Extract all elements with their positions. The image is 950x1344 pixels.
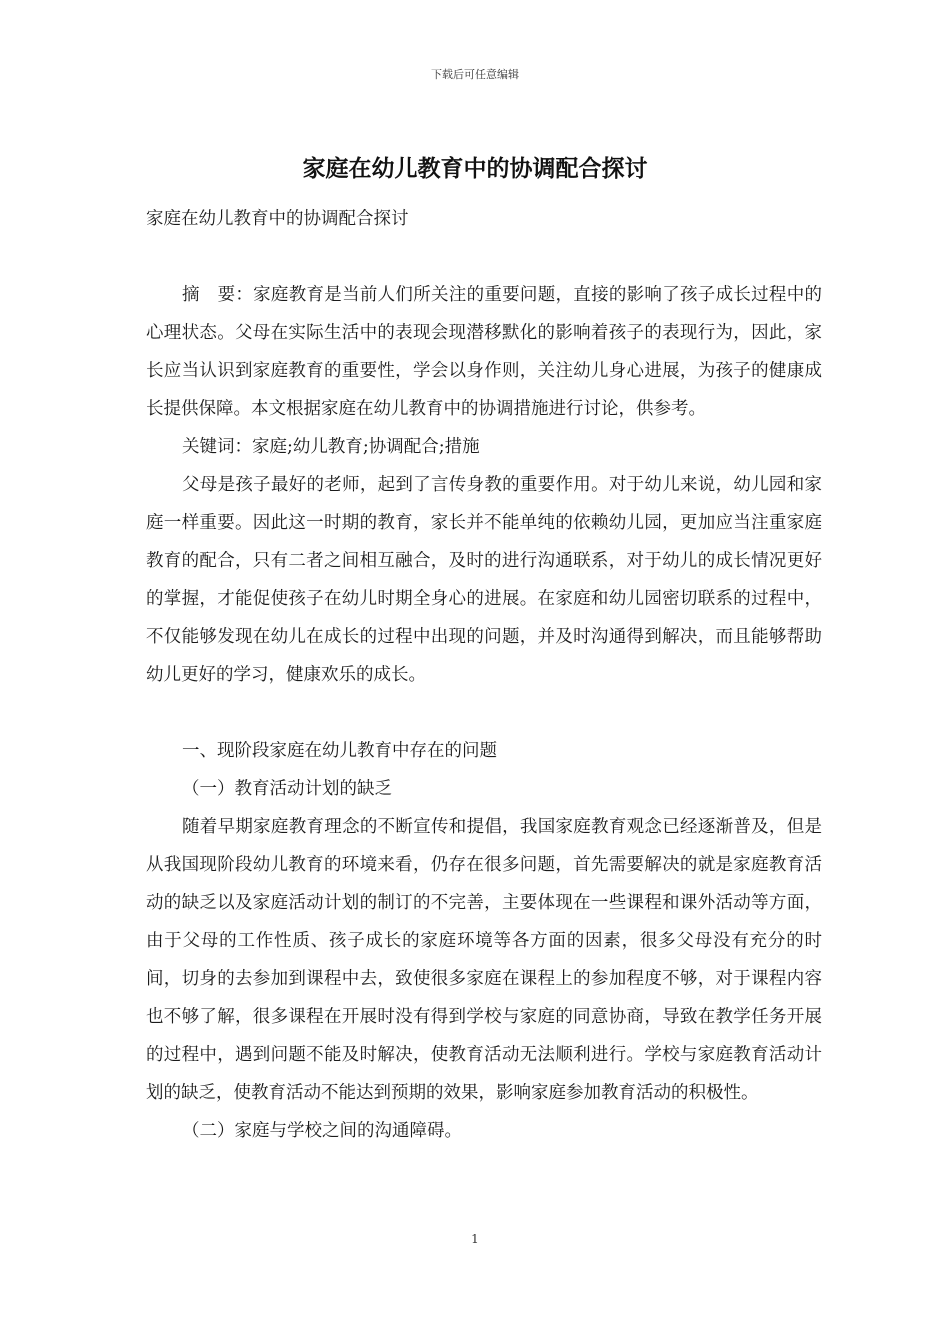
- abstract-paragraph: 摘 要：家庭教育是当前人们所关注的重要问题，直接的影响了孩子成长过程中的心理状态。父母在实际生活中的表现会现潜移默化的影响着孩子的表现行为，因此，家长应当认识到家庭教育的重要性，学会以身作则，关注幼儿身心进展，为孩子的健康成长提供保障。本文根据家庭在幼儿教育中的协调措施进行讨论，供参考。: [146, 285, 822, 419]
- header-note: 下载后可任意编辑: [431, 68, 519, 81]
- subsection-heading-2: （二）家庭与学校之间的沟通障碍。: [182, 1121, 462, 1141]
- subsection-heading-1: （一）教育活动计划的缺乏: [182, 779, 392, 799]
- page-number: 1: [471, 1232, 479, 1246]
- keywords-line: 关键词：家庭;幼儿教育;协调配合;措施: [182, 437, 480, 457]
- subsection-1-paragraph: 随着早期家庭教育理念的不断宣传和提倡，我国家庭教育观念已经逐渐普及，但是从我国现阶段幼儿教育的环境来看，仍存在很多问题，首先需要解决的就是家庭教育活动的缺乏以及家庭活动计划的制订的不完善，主要体现在一些课程和课外活动等方面，由于父母的工作性质、孩子成长的家庭环境等各方面的因素，很多父母没有充分的时间，切身的去参加到课程中去，致使很多家庭在课程上的参加程度不够，对于课程内容也不够了解，很多课程在开展时没有得到学校与家庭的同意协商，导致在教学任务开展的过程中，遇到问题不能及时解决，使教育活动无法顺利进行。学校与家庭教育活动计划的缺乏，使教育活动不能达到预期的效果，影响家庭参加教育活动的积极性。: [146, 817, 822, 1103]
- section-heading-1: 一、现阶段家庭在幼儿教育中存在的问题: [182, 741, 497, 761]
- intro-paragraph: 父母是孩子最好的老师，起到了言传身教的重要作用。对于幼儿来说，幼儿园和家庭一样重要。因此这一时期的教育，家长并不能单纯的依赖幼儿园，更加应当注重家庭教育的配合，只有二者之间相互融合，及时的进行沟通联系，对于幼儿的成长情况更好的掌握，才能促使孩子在幼儿时期全身心的进展。在家庭和幼儿园密切联系的过程中，不仅能够发现在幼儿在成长的过程中出现的问题，并及时沟通得到解决，而且能够帮助幼儿更好的学习，健康欢乐的成长。: [146, 475, 822, 685]
- subtitle: 家庭在幼儿教育中的协调配合探讨: [146, 209, 409, 229]
- document-body: [146, 200, 822, 1150]
- document-title: 家庭在幼儿教育中的协调配合探讨: [302, 155, 648, 182]
